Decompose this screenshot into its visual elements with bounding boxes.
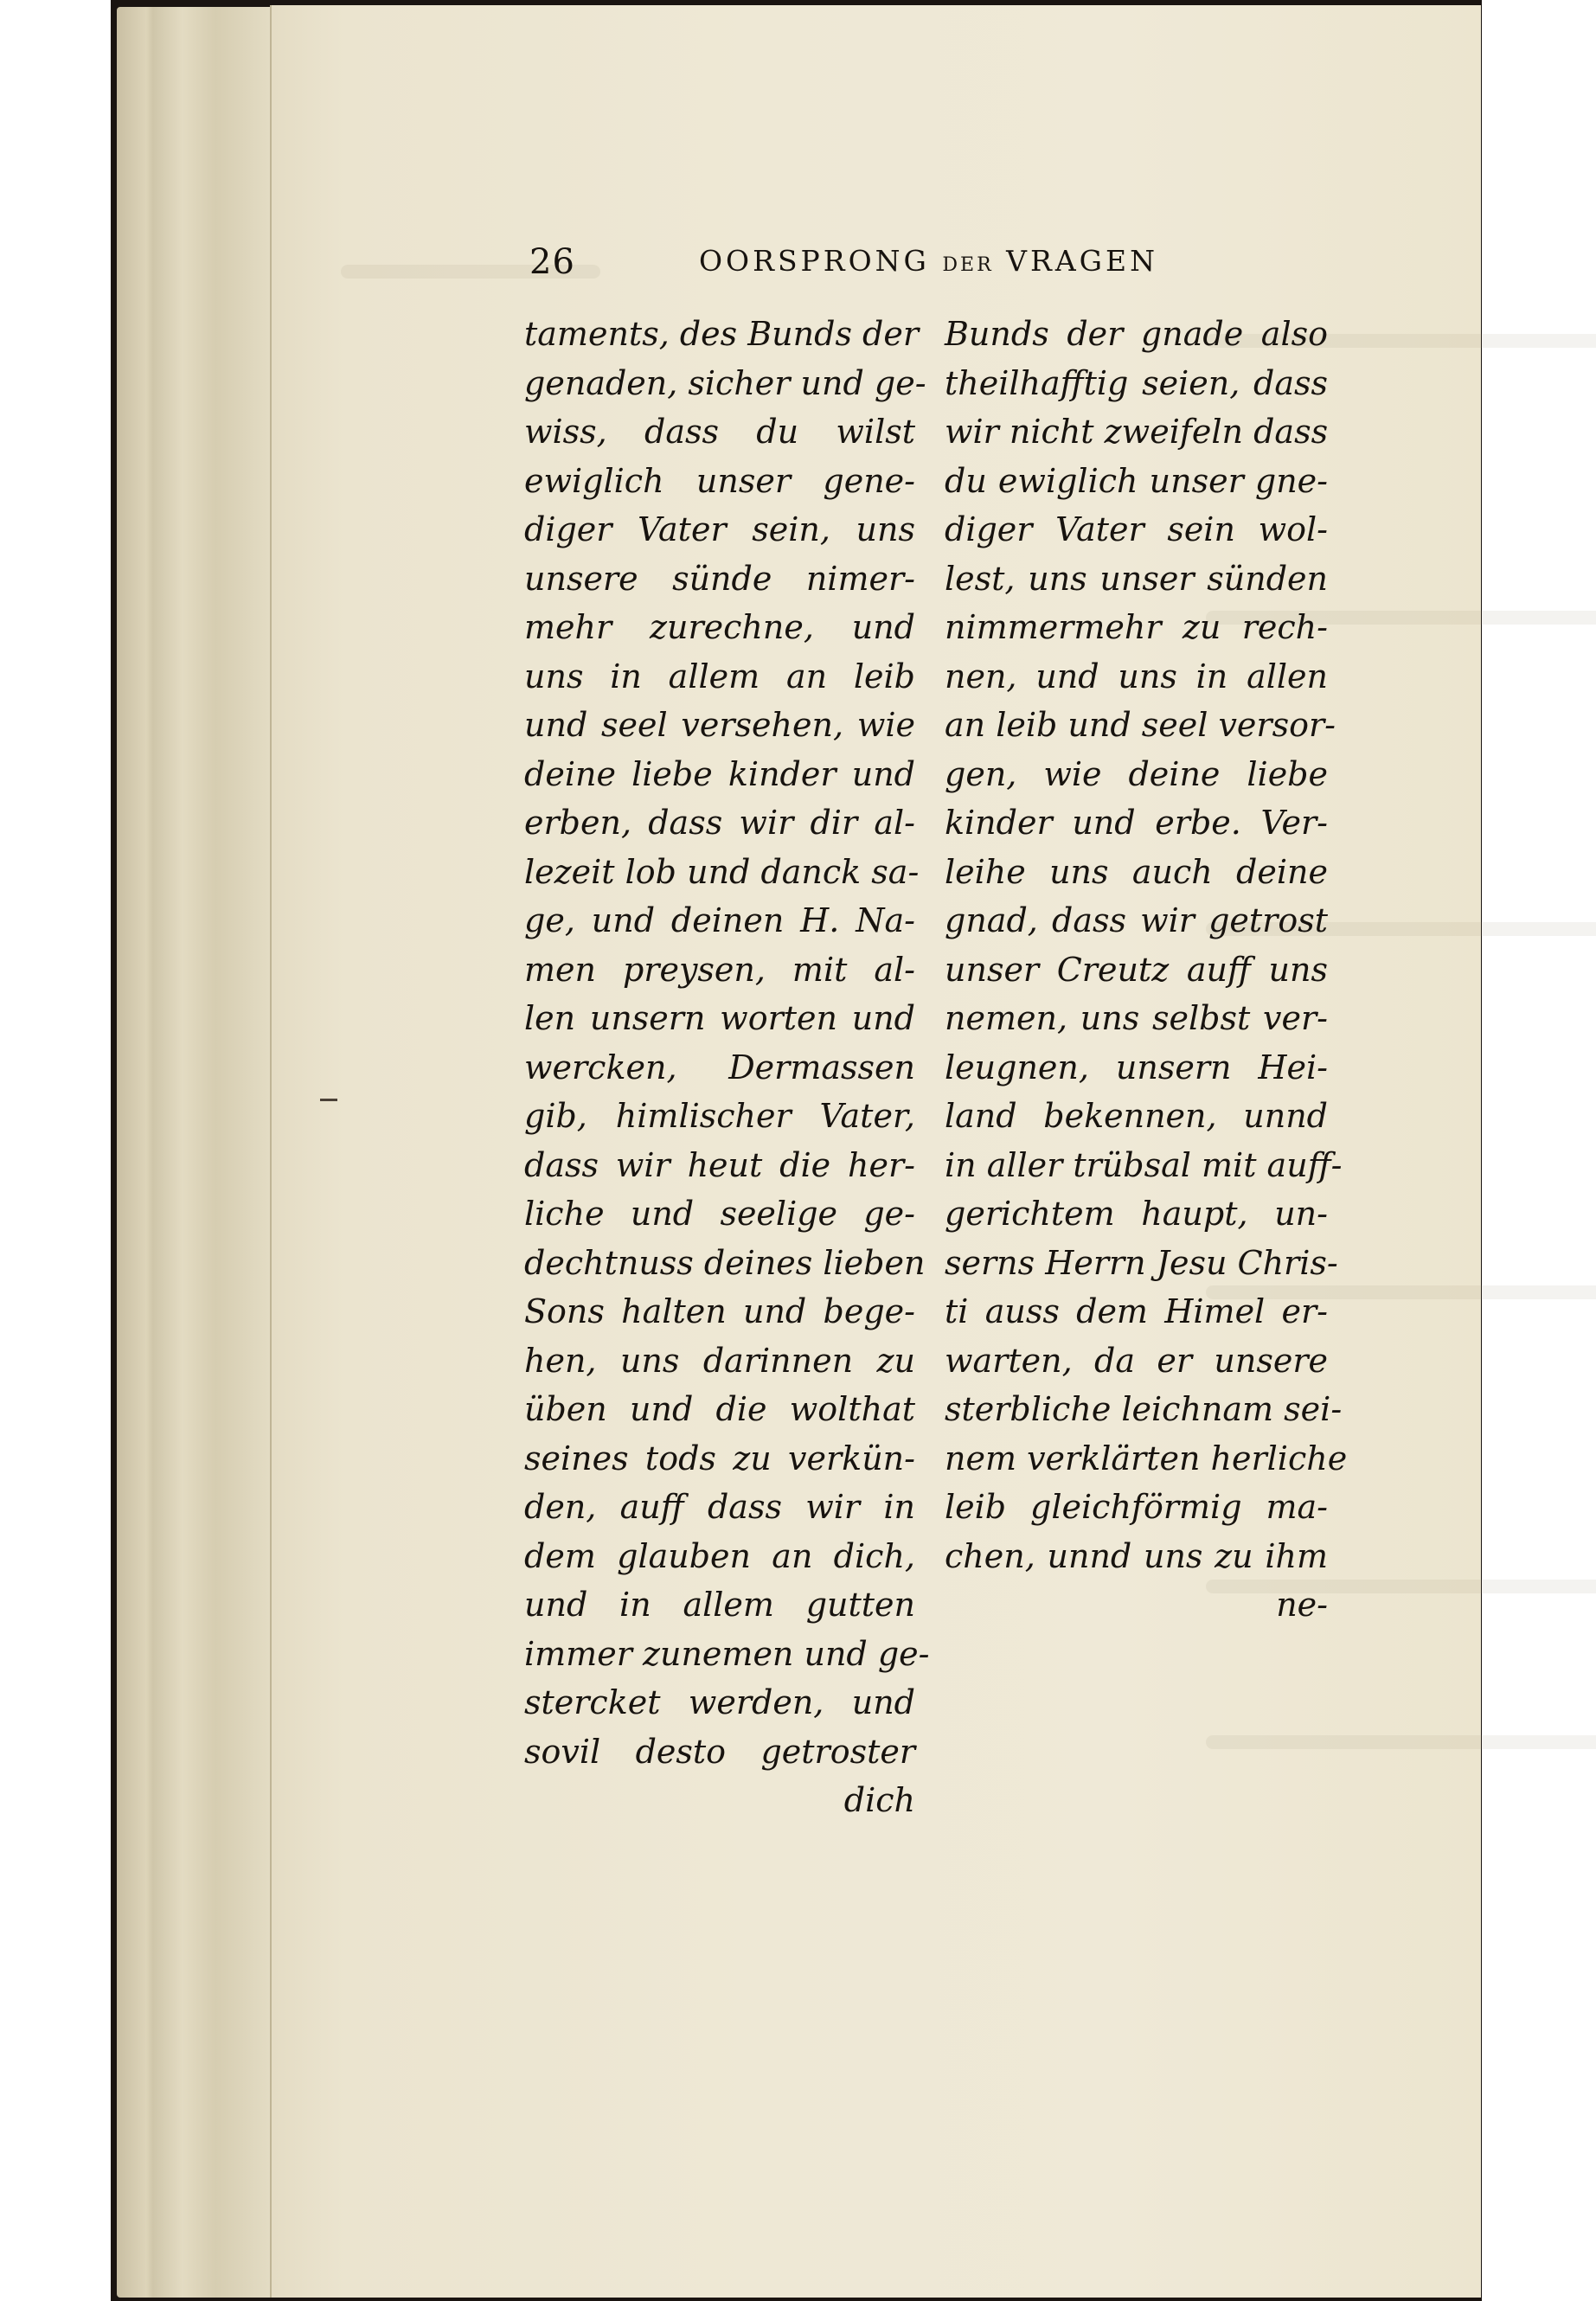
text-line: leugnen, unsern Hei-: [945, 1048, 1328, 1086]
text-line: kinder und erbe. Ver-: [945, 804, 1328, 842]
text-line: leihe uns auch deine: [945, 852, 1328, 891]
text-line: chen, unnd uns zu ihm: [945, 1536, 1328, 1575]
page-number: 26: [529, 242, 575, 282]
text-line: land bekennen, unnd: [945, 1097, 1328, 1135]
running-title-part2: VRAGEN: [1006, 244, 1159, 278]
text-line: und in allem gutten: [524, 1586, 915, 1624]
text-line: stercket werden, und: [524, 1683, 915, 1721]
text-line: ti auss dem Himel er-: [945, 1292, 1328, 1330]
text-line: gerichtem haupt, un-: [945, 1195, 1328, 1233]
text-line: in aller trübsal mit auff-: [945, 1145, 1343, 1184]
right-text-column: [945, 310, 1348, 1630]
text-line: üben und die wolthat: [524, 1390, 915, 1428]
text-line: deine liebe kinder und: [524, 754, 915, 793]
text-line: den, auff dass wir in: [524, 1488, 915, 1526]
text-line: dich: [843, 1781, 915, 1819]
text-line: an leib und seel versor-: [945, 706, 1336, 744]
text-line: wercken, Dermassen: [524, 1048, 915, 1086]
text-line: dass wir heut die her-: [524, 1145, 915, 1184]
text-line: erben, dass wir dir al-: [524, 804, 915, 842]
text-line: lezeit lob und danck sa-: [524, 852, 920, 891]
text-line: diger Vater sein wol-: [945, 510, 1328, 548]
text-line: du ewiglich unser gne-: [945, 461, 1328, 500]
text-line: diger Vater sein, uns: [524, 510, 915, 548]
text-line: lest, uns unser sünden: [945, 559, 1328, 598]
margin-mark: [320, 1099, 337, 1101]
text-line: immer zunemen und ge-: [524, 1634, 930, 1673]
text-line: seines tods zu verkün-: [524, 1439, 915, 1477]
text-line: nen, und uns in allen: [945, 657, 1328, 695]
text-line: serns Herrn Jesu Chris-: [945, 1243, 1338, 1282]
text-line: unsere sünde nimer-: [524, 559, 915, 598]
text-line: gen, wie deine liebe: [945, 754, 1328, 793]
running-head: [529, 242, 1187, 285]
text-line: taments, des Bunds der: [524, 315, 919, 353]
text-line: nimmermehr zu rech-: [945, 608, 1328, 646]
running-title: [699, 244, 1158, 278]
text-line: wir nicht zweifeln dass: [945, 413, 1329, 451]
text-line: ge, und deinen H. Na-: [524, 901, 915, 939]
text-line: unser Creutz auff uns: [945, 950, 1328, 989]
text-line: dechtnuss deines lieben: [524, 1243, 926, 1282]
text-line: ne-: [1276, 1586, 1328, 1624]
text-line: Sons halten und bege-: [524, 1292, 915, 1330]
running-title-small: DER: [942, 254, 994, 276]
page-edges: [117, 7, 281, 2298]
text-line: gib, himlischer Vater,: [524, 1097, 915, 1135]
text-line: leib gleichförmig ma-: [945, 1488, 1328, 1526]
running-title-part1: OORSPRONG: [699, 244, 930, 278]
text-line: theilhafftig seien, dass: [945, 363, 1328, 402]
text-line: Bunds der gnade also: [945, 315, 1328, 353]
text-line: liche und seelige ge-: [524, 1195, 915, 1233]
text-line: len unsern worten und: [524, 999, 915, 1037]
text-line: und seel versehen, wie: [524, 706, 915, 744]
text-line: warten, da er unsere: [945, 1341, 1328, 1380]
text-line: sovil desto getroster: [524, 1732, 915, 1771]
text-line: mehr zurechne, und: [524, 608, 915, 646]
left-text-column: [524, 310, 930, 1825]
text-line: nemen, uns selbst ver-: [945, 999, 1328, 1037]
bleed-through-mark: [1206, 1735, 1596, 1749]
text-line: ewiglich unser gene-: [524, 461, 915, 500]
text-line: genaden, sicher und ge-: [524, 363, 926, 402]
text-line: gnad, dass wir getrost: [945, 901, 1328, 939]
text-line: men preysen, mit al-: [524, 950, 915, 989]
text-line: uns in allem an leib: [524, 657, 915, 695]
text-line: dem glauben an dich,: [524, 1536, 915, 1575]
text-line: hen, uns darinnen zu: [524, 1341, 915, 1380]
text-line: wiss, dass du wilst: [524, 413, 915, 451]
text-line: nem verklärten herliche: [945, 1439, 1348, 1477]
text-line: sterbliche leichnam sei-: [945, 1390, 1343, 1428]
